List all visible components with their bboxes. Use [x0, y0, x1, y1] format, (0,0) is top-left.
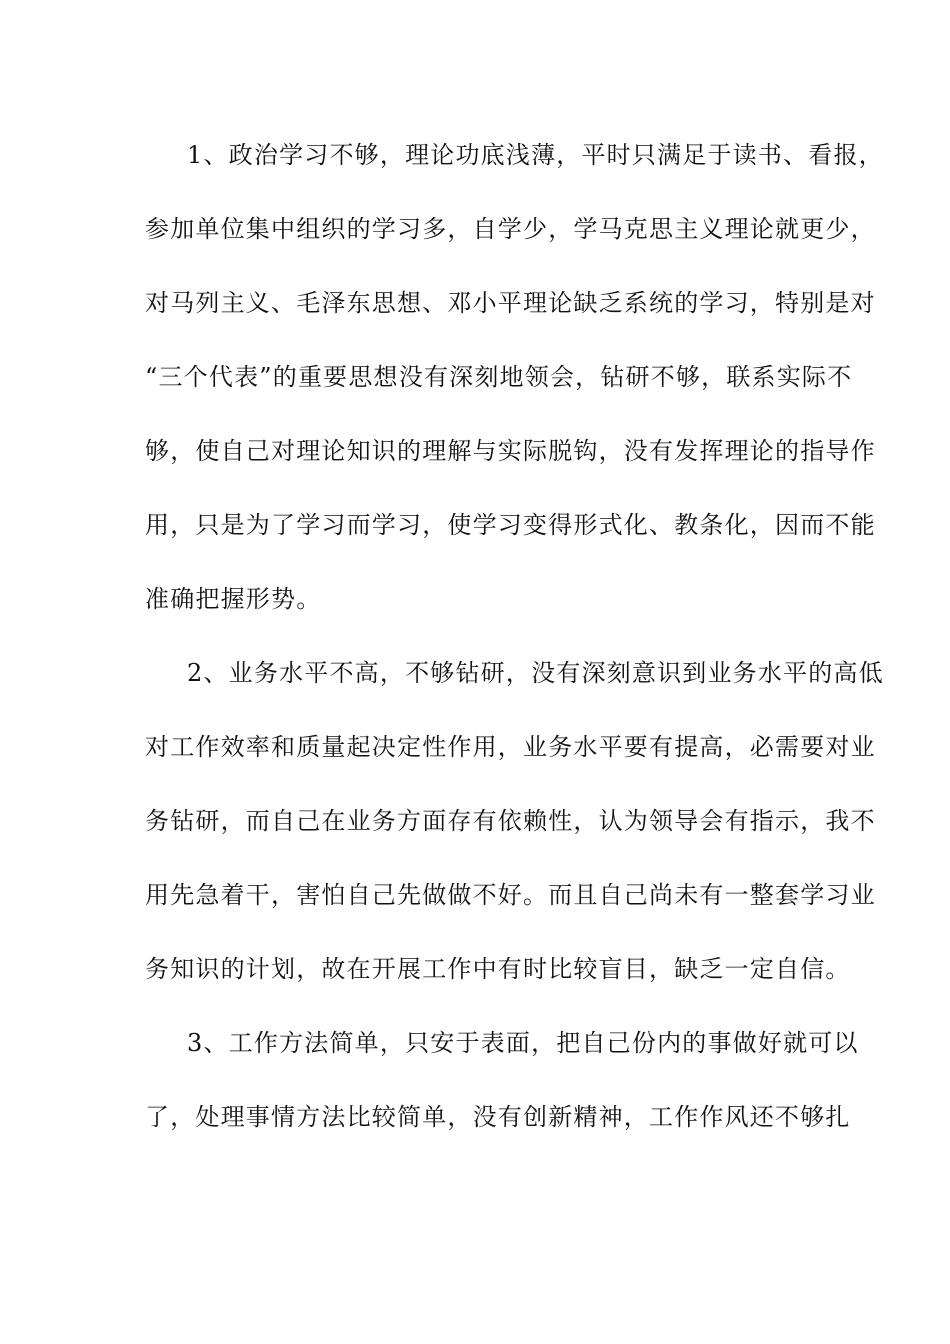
text-line: 参加单位集中组织的学习多，自学少，学马克思主义理论就更少， — [145, 215, 876, 243]
text-line: 准确把握形势。 — [145, 585, 322, 613]
text-line: 够，使自己对理论知识的理解与实际脱钩，没有发挥理论的指导作 — [145, 437, 876, 465]
text-line: 务知识的计划，故在开展工作中有时比较盲目，缺乏一定自信。 — [145, 955, 851, 983]
text-line: 了，处理事情方法比较简单，没有创新精神，工作作风还不够扎 — [145, 1103, 851, 1131]
text-line: 用先急着干，害怕自己先做做不好。而且自己尚未有一整套学习业 — [145, 881, 876, 909]
text-line: 用，只是为了学习而学习，使学习变得形式化、教条化，因而不能 — [145, 511, 876, 539]
text-line: “三个代表”的重要思想没有深刻地领会，钻研不够，联系实际不 — [145, 363, 853, 391]
text-line: 3、工作方法简单，只安于表面，把自己份内的事做好就可以 — [187, 1029, 859, 1057]
text-line: 务钻研，而自己在业务方面存有依赖性，认为领导会有指示，我不 — [145, 807, 876, 835]
text-line: 1、政治学习不够，理论功底浅薄，平时只满足于读书、看报， — [187, 141, 884, 169]
text-line: 2、业务水平不高，不够钻研，没有深刻意识到业务水平的高低 — [187, 659, 884, 687]
text-line: 对工作效率和质量起决定性作用，业务水平要有提高，必需要对业 — [145, 733, 876, 761]
text-line: 对马列主义、毛泽东思想、邓小平理论缺乏系统的学习，特别是对 — [145, 289, 876, 317]
